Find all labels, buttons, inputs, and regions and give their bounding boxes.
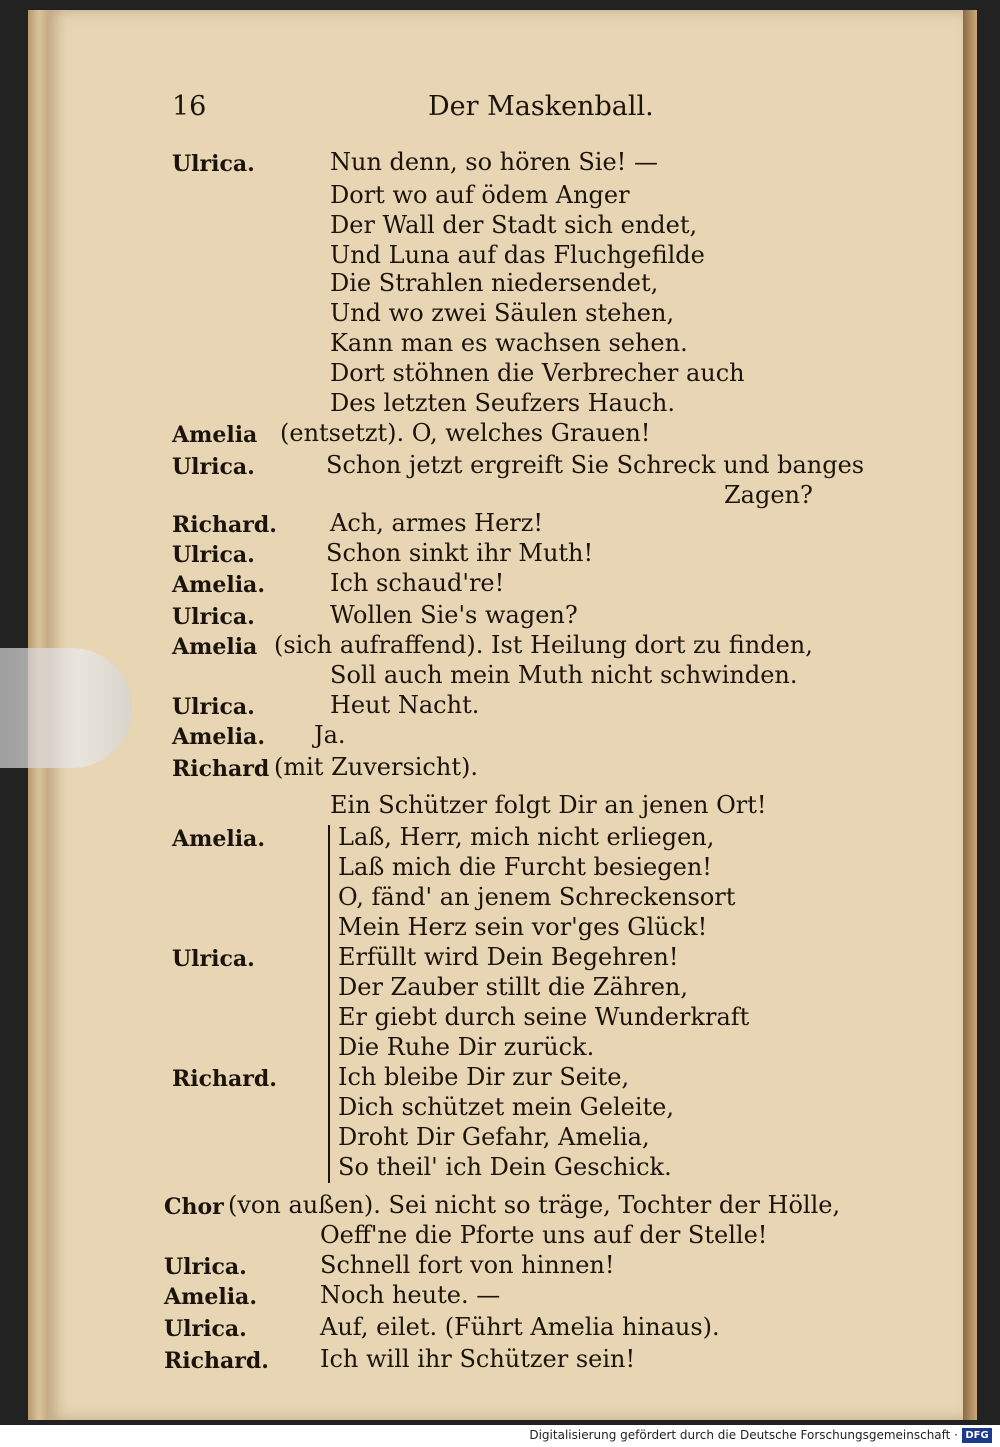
verse-line: Und Luna auf das Fluchgefilde: [330, 241, 705, 269]
page-number: 16: [172, 91, 207, 122]
dfg-logo: DFG: [962, 1428, 992, 1443]
verse-line: Ach, armes Herz!: [330, 509, 544, 537]
speaker: Amelia: [172, 634, 258, 660]
facing-page-edge: [963, 10, 977, 1420]
verse-line: Schon jetzt ergreift Sie Schreck und banges: [326, 451, 865, 479]
verse-line: Der Zauber stillt die Zähren,: [338, 973, 688, 1001]
verse-line: Soll auch mein Muth nicht schwinden.: [330, 661, 798, 689]
verse-line: Ja.: [314, 721, 346, 749]
verse-line: (von außen). Sei nicht so träge, Tochter der Hölle,: [228, 1191, 841, 1219]
footer-credit: Digitalisierung gefördert durch die Deutsche Forschungsgemeinschaft ·: [529, 1428, 958, 1442]
verse-line: Ich schaud're!: [330, 569, 505, 597]
verse-line: O, fänd' an jenem Schreckensort: [338, 883, 736, 911]
speaker: Amelia: [172, 422, 258, 448]
verse-line: Ich will ihr Schützer sein!: [320, 1345, 636, 1373]
verse-line: Oeff'ne die Pforte uns auf der Stelle!: [320, 1221, 768, 1249]
verse-line: Laß mich die Furcht besiegen!: [338, 853, 712, 881]
verse-line: Heut Nacht.: [330, 691, 480, 719]
verse-line: Nun denn, so hören Sie! —: [330, 148, 658, 176]
verse-line: Dort stöhnen die Verbrecher auch: [330, 359, 745, 387]
verse-line: (sich aufraffend). Ist Heilung dort zu finden,: [274, 631, 813, 659]
verse-line: Ein Schützer folgt Dir an jenen Ort!: [330, 791, 767, 819]
verse-line: So theil' ich Dein Geschick.: [338, 1153, 672, 1181]
verse-line: Dich schützet mein Geleite,: [338, 1093, 675, 1121]
running-title: Der Maskenball.: [428, 91, 654, 122]
verse-line: Schon sinkt ihr Muth!: [326, 539, 594, 567]
verse-line: Erfüllt wird Dein Begehren!: [338, 943, 679, 971]
verse-line: Die Ruhe Dir zurück.: [338, 1033, 595, 1061]
speaker: Richard.: [172, 1066, 277, 1092]
speaker: Ulrica.: [164, 1254, 247, 1280]
speaker: Amelia.: [172, 572, 265, 598]
speaker: Ulrica.: [172, 542, 255, 568]
speaker: Amelia.: [172, 724, 265, 750]
verse-line: Des letzten Seufzers Hauch.: [330, 389, 675, 417]
verse-line: Die Strahlen niedersendet,: [330, 269, 659, 297]
verse-line: (entsetzt). O, welches Grauen!: [280, 419, 651, 447]
speaker: Amelia.: [172, 826, 265, 852]
speaker: Ulrica.: [172, 604, 255, 630]
speaker: Chor: [164, 1194, 224, 1220]
scan-clip: [0, 648, 132, 768]
verse-line: Dort wo auf ödem Anger: [330, 181, 630, 209]
verse-line: Auf, eilet. (Führt Amelia hinaus).: [320, 1313, 720, 1341]
verse-line: (mit Zuversicht).: [274, 753, 478, 781]
verse-line: Der Wall der Stadt sich endet,: [330, 211, 698, 239]
speaker: Richard: [172, 756, 270, 782]
verse-line: Ich bleibe Dir zur Seite,: [338, 1063, 630, 1091]
verse-line: Laß, Herr, mich nicht erliegen,: [338, 823, 715, 851]
ensemble-brace: [328, 825, 338, 1183]
verse-line: Er giebt durch seine Wunderkraft: [338, 1003, 750, 1031]
speaker: Ulrica.: [164, 1316, 247, 1342]
speaker: Amelia.: [164, 1284, 257, 1310]
speaker: Ulrica.: [172, 694, 255, 720]
footer-bar: [0, 1425, 1000, 1447]
verse-line: Wollen Sie's wagen?: [330, 601, 578, 629]
verse-line: Kann man es wachsen sehen.: [330, 329, 688, 357]
book-page: [48, 10, 963, 1420]
verse-line: Und wo zwei Säulen stehen,: [330, 299, 675, 327]
speaker: Richard.: [164, 1348, 269, 1374]
speaker: Richard.: [172, 512, 277, 538]
speaker: Ulrica.: [172, 454, 255, 480]
verse-line: Mein Herz sein vor'ges Glück!: [338, 913, 708, 941]
speaker: Ulrica.: [172, 946, 255, 972]
verse-line: Droht Dir Gefahr, Amelia,: [338, 1123, 650, 1151]
verse-line: Zagen?: [724, 481, 813, 509]
verse-line: Schnell fort von hinnen!: [320, 1251, 615, 1279]
speaker: Ulrica.: [172, 151, 255, 177]
verse-line: Noch heute. —: [320, 1281, 501, 1309]
